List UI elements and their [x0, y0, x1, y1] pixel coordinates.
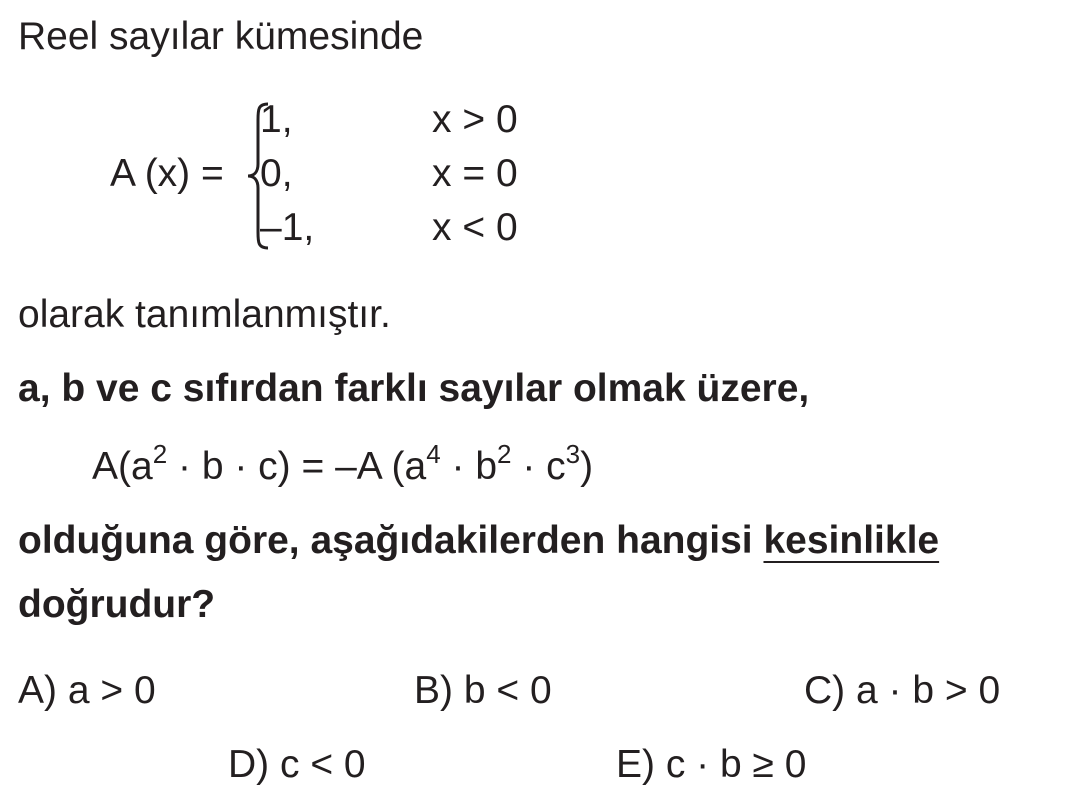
eq-exponent: 2 [152, 439, 168, 469]
piecewise-definition [110, 98, 550, 258]
eq-part: ) [580, 445, 594, 488]
case-value-negative: –1, [260, 206, 315, 249]
eq-part: · b · c) = –A (a [167, 445, 427, 488]
case-value-zero: 0, [260, 152, 293, 195]
question-emphasis: kesinlikle [763, 519, 940, 562]
condition-equation [92, 438, 593, 496]
eq-part: · c [511, 445, 566, 488]
given-text: a, b ve c sıfırdan farklı sayılar olmak üzere, [18, 367, 810, 410]
question-text-end: doğrudur? [18, 583, 216, 626]
case-condition-positive: x > 0 [432, 98, 518, 141]
eq-part: A(a [92, 445, 153, 488]
definition-text: olarak tanımlanmıştır. [18, 293, 391, 336]
case-value-positive: 1, [260, 98, 293, 141]
option-b[interactable]: B) b < 0 [414, 669, 552, 712]
option-d[interactable]: D) c < 0 [228, 743, 366, 786]
option-a[interactable]: A) a > 0 [18, 669, 156, 712]
eq-part: · b [440, 445, 498, 488]
option-e[interactable]: E) c · b ≥ 0 [616, 743, 807, 786]
case-condition-negative: x < 0 [432, 206, 518, 249]
case-condition-zero: x = 0 [432, 152, 518, 195]
eq-exponent: 2 [497, 439, 512, 469]
question-text [18, 518, 939, 564]
eq-exponent: 4 [426, 439, 441, 469]
intro-text: Reel sayılar kümesinde [18, 15, 424, 58]
question-part1: olduğuna göre, aşağıdakilerden hangisi [18, 519, 764, 562]
option-c[interactable]: C) a · b > 0 [804, 669, 1001, 712]
eq-exponent: 3 [565, 439, 581, 469]
function-name: A (x) = [110, 152, 224, 195]
